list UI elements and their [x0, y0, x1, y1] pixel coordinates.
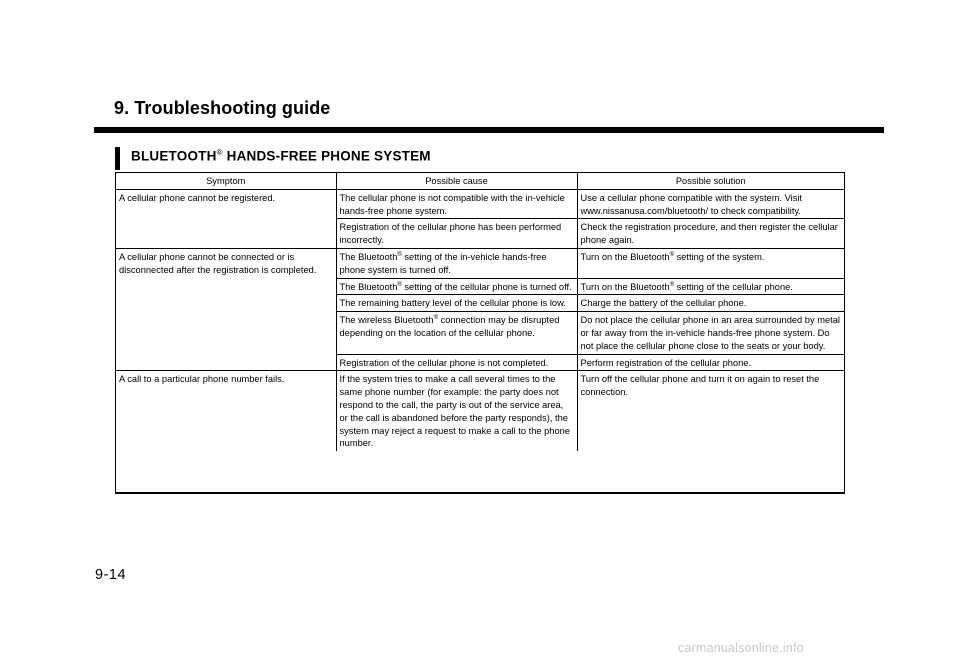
registered-mark: ®	[397, 251, 402, 258]
cause-cell: The Bluetooth® setting of the in-vehicle hands-free phone system is turned off.	[336, 248, 577, 278]
symptom-cell: A cellular phone cannot be connected or is disconnected after the registration is completed.	[116, 248, 336, 370]
header-possible-solution: Possible solution	[577, 173, 844, 189]
section-marker-bar	[115, 147, 120, 170]
section-title-rest: HANDS-FREE PHONE SYSTEM	[222, 148, 431, 164]
cause-cell: If the system tries to make a call several times to the same phone number (for example: the party does not respond to the call, the party is out of the service area, or the call is abandoned before the party responds), the system may reject a request to make a call to the phone number.	[336, 371, 577, 451]
chapter-title: 9. Troubleshooting guide	[114, 98, 331, 118]
solution-cell: Check the registration procedure, and then register the cellular phone again.	[577, 219, 844, 249]
registered-mark: ®	[669, 251, 674, 258]
solution-cell: Use a cellular phone compatible with the system. Visit www.nissanusa.com/bluetooth/ to check compatibility.	[577, 189, 844, 219]
chapter-divider	[94, 127, 884, 133]
solution-cell: Charge the battery of the cellular phone.	[577, 295, 844, 312]
cause-cell: The Bluetooth® setting of the cellular phone is turned off.	[336, 278, 577, 295]
section-title-main: BLUETOOTH	[131, 148, 217, 164]
cause-cell: The wireless Bluetooth® connection may be disrupted depending on the location of the cellular phone.	[336, 312, 577, 354]
registered-mark: ®	[433, 315, 438, 322]
solution-cell: Turn off the cellular phone and turn it on again to reset the connection.	[577, 371, 844, 451]
symptom-cell: A call to a particular phone number fails.	[116, 371, 336, 451]
solution-cell: Do not place the cellular phone in an area surrounded by metal or far away from the in-vehicle hands-free phone system. Do not place the cellular phone close to the seats or your body.	[577, 312, 844, 354]
cause-cell: The remaining battery level of the cellular phone is low.	[336, 295, 577, 312]
table-row	[116, 248, 844, 278]
solution-cell: Perform registration of the cellular phone.	[577, 354, 844, 371]
table-row	[116, 371, 844, 451]
symptom-cell: A cellular phone cannot be registered.	[116, 189, 336, 248]
solution-cell: Turn on the Bluetooth® setting of the cellular phone.	[577, 278, 844, 295]
table-row	[116, 189, 844, 219]
registered-mark: ®	[216, 148, 223, 157]
registered-mark: ®	[669, 281, 674, 288]
troubleshooting-table	[115, 172, 845, 494]
cause-cell: Registration of the cellular phone has been performed incorrectly.	[336, 219, 577, 249]
section-title	[131, 148, 431, 164]
cause-cell: Registration of the cellular phone is not completed.	[336, 354, 577, 371]
page-number: 9-14	[95, 567, 127, 583]
watermark: carmanualsonline.info	[678, 641, 804, 655]
header-symptom: Symptom	[116, 173, 336, 189]
registered-mark: ®	[397, 281, 402, 288]
cause-cell: The cellular phone is not compatible with the in-vehicle hands-free phone system.	[336, 189, 577, 219]
header-possible-cause: Possible cause	[336, 173, 577, 189]
table-header-row	[116, 173, 844, 189]
solution-cell: Turn on the Bluetooth® setting of the system.	[577, 248, 844, 278]
